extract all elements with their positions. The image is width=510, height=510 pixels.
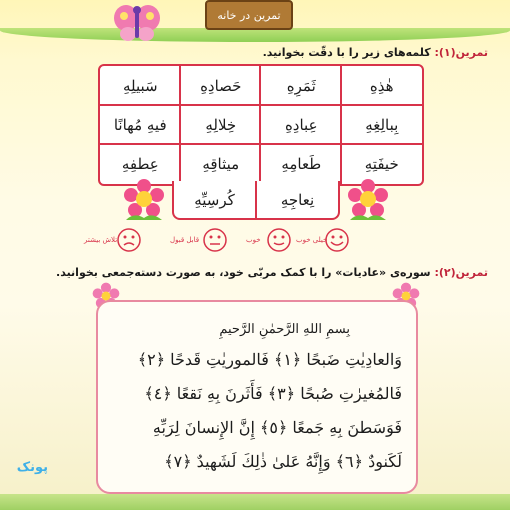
butterfly-icon (112, 2, 162, 42)
word-row (100, 105, 422, 144)
good-face-icon (266, 227, 292, 253)
word-cell: نِعاجِهِ (280, 190, 315, 209)
word-cell: ميثاقِهِ (202, 154, 240, 173)
sunflower-icon (346, 178, 390, 222)
publisher-logo: پونک (16, 460, 48, 475)
exercise2-heading (56, 266, 488, 279)
word-row (100, 66, 422, 105)
grid-divider (259, 66, 261, 184)
word-grid-extra-row (172, 181, 340, 220)
word-cell: سَبيلِهِ (122, 76, 158, 95)
homework-sign (205, 0, 293, 30)
try-harder-face-icon (116, 227, 142, 253)
face-label: خوب (246, 236, 261, 244)
word-cell: فيهِ مُهانًا (113, 115, 167, 134)
acceptable-face-icon (202, 227, 228, 253)
word-cell: حَصادِهِ (200, 76, 242, 95)
verse-line: لَكَنودٌ ﴿٦﴾ وَإِنَّهُ عَلىٰ ذٰلِكَ لَشَهيدٌ ﴿٧﴾ (164, 452, 402, 471)
grid-divider (179, 66, 181, 184)
exercise2-instruction: سوره‌ی «عادیات» را با کمک مربّی خود، به صورت دسته‌جمعی بخوانید. (56, 266, 431, 279)
homework-sign-text: تمرین در خانه (217, 8, 281, 22)
sunflower-icon (122, 178, 166, 222)
exercise2-label: تمرین(۲): (434, 266, 488, 279)
exercise1-heading (263, 46, 488, 59)
word-cell: خِلالِهِ (205, 115, 237, 134)
face-label: قابل قبول (170, 236, 200, 244)
grid-divider (100, 104, 422, 106)
face-label: تلاش بیشتر (84, 236, 118, 244)
word-cell: خيفَتِهِ (364, 154, 399, 173)
face-label: خیلی خوب (296, 236, 328, 244)
word-cell: ثَمَرِهِ (286, 76, 316, 95)
verse-line: فَالمُغيرٰتِ صُبحًا ﴿٣﴾ فَأَثَرنَ بِهِ نَقعًا ﴿٤﴾ (144, 384, 402, 403)
bismillah-line: بِسمِ اللهِ الرَّحمٰنِ الرَّحيمِ (219, 322, 350, 337)
word-grid (98, 64, 424, 186)
grid-divider (100, 143, 422, 145)
bottom-grass-decoration (0, 494, 510, 510)
word-cell: هٰذِهِ (369, 76, 394, 95)
word-cell: كُرسِيِّهِ (194, 190, 235, 209)
grid-divider (340, 66, 342, 184)
verse-line: وَالعادِيٰتِ ضَبحًا ﴿١﴾ فَالموريٰتِ قَدحًا ﴿٢﴾ (137, 350, 402, 369)
exercise1-label: تمرین(۱): (434, 46, 488, 59)
verse-line: فَوَسَطنَ بِهِ جَمعًا ﴿٥﴾ إِنَّ الإِنسانَ لِرَبِّهِ (152, 418, 402, 437)
top-grass-decoration (0, 28, 510, 42)
word-cell: طَعامِهِ (281, 154, 322, 173)
grid-divider (255, 181, 257, 218)
exercise1-instruction: کلمه‌های زیر را با دقّت بخوانید. (262, 46, 431, 59)
very-good-face-icon (324, 227, 350, 253)
word-cell: عِطفِهِ (121, 154, 159, 173)
word-cell: بِبالِغِهِ (365, 115, 399, 134)
word-cell: عِبادِهِ (284, 115, 318, 134)
